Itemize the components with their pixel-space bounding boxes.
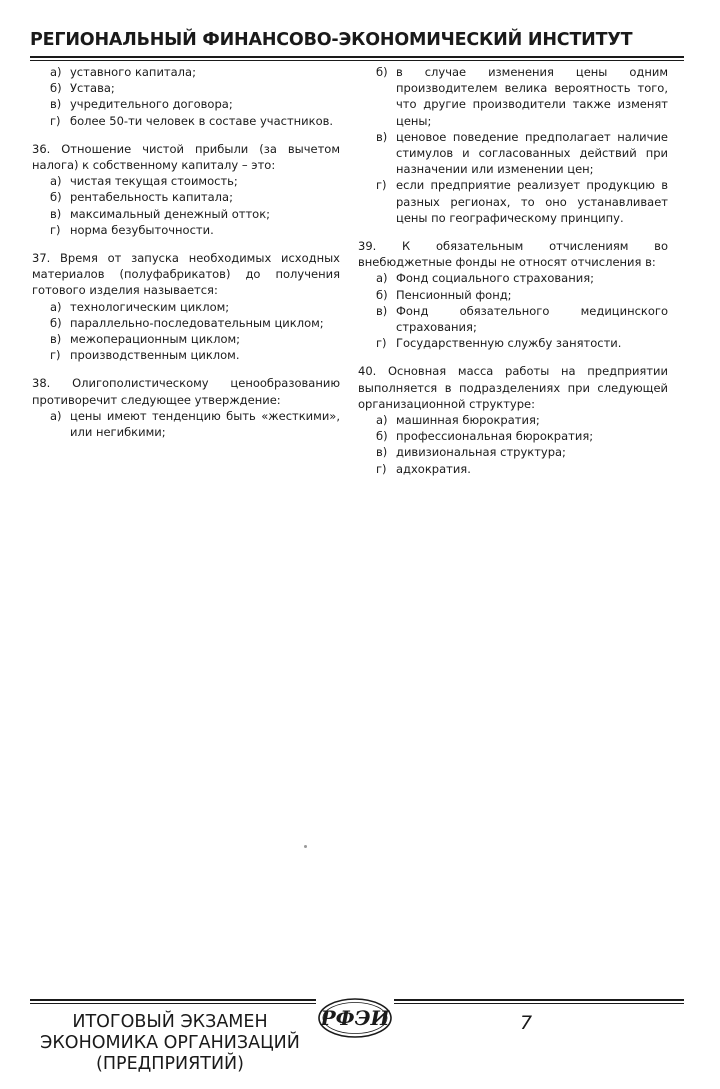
question-text: 38. Олигополистическому ценообразованию противоречит следующее утверждение: <box>32 376 340 407</box>
option: а) машинная бюрократия; <box>376 413 540 428</box>
option: г) адхократия. <box>376 461 471 476</box>
option: б) рентабельность капитала; <box>50 190 233 205</box>
question-text: 39. К обязательным отчислениям во внебюджетные фонды не относят отчисления в: <box>358 239 668 270</box>
option: в) Фонд обязательного медицинского страхования; <box>376 303 668 335</box>
option: в) максимальный денежный отток; <box>50 206 271 221</box>
logo-text: РФЭИ <box>320 1006 390 1030</box>
option: а) уставного капитала; <box>50 65 196 79</box>
question-37 <box>32 250 340 363</box>
option: в) дивизиональная структура; <box>376 445 566 460</box>
question-39 <box>358 238 668 351</box>
footer-title <box>40 1012 300 1075</box>
option: а) цены имеют тенденцию быть «жесткими», или негибкими; <box>50 408 340 440</box>
question-40 <box>358 363 668 476</box>
institute-logo-icon <box>316 996 394 1040</box>
option: в) учредительного договора; <box>50 97 233 112</box>
option: а) чистая текущая стоимость; <box>50 174 238 189</box>
header-rule <box>30 56 684 61</box>
option: г) если предприятие реализует продукцию в разных регионах, то оно устанавливает цены по географическому принципу. <box>376 178 668 225</box>
left-column <box>32 64 340 452</box>
option: б) в случае изменения цены одним производителем велика вероятность того, что другие производители также изменят цены; <box>376 65 668 128</box>
continued-options-left <box>32 64 340 129</box>
option: а) технологическим циклом; <box>50 299 230 314</box>
option: г) более 50-ти человек в составе участников. <box>50 113 334 128</box>
option: б) параллельно-последовательным циклом; <box>50 315 324 330</box>
footer-line-2: ЭКОНОМИКА ОРГАНИЗАЦИЙ <box>40 1033 300 1053</box>
page-number: 7 <box>520 1012 533 1034</box>
option: в) межоперационным циклом; <box>50 332 241 347</box>
option: г) Государственную службу занятости. <box>376 336 622 351</box>
question-text: 40. Основная масса работы на предприятии выполняется в подразделениях при следующей организационной структуре: <box>358 364 668 411</box>
footer-line-3: (ПРЕДПРИЯТИЙ) <box>96 1054 244 1074</box>
right-column <box>358 64 668 489</box>
question-text: 37. Время от запуска необходимых исходных материалов (полуфабрикатов) до получения готового изделия называется: <box>32 251 340 298</box>
option: в) ценовое поведение предполагает наличие стимулов и согласованных действий при назначении или изменении цен; <box>376 129 668 177</box>
option: а) Фонд социального страхования; <box>376 271 595 286</box>
scan-speck <box>304 845 307 848</box>
option: б) Пенсионный фонд; <box>376 287 512 302</box>
question-text: 36. Отношение чистой прибыли (за вычетом налога) к собственному капиталу – это: <box>32 141 340 173</box>
question-36 <box>32 141 340 238</box>
option: б) профессиональная бюрократия; <box>376 429 594 444</box>
option: г) норма безубыточности. <box>50 222 214 237</box>
footer-line-1: ИТОГОВЫЙ ЭКЗАМЕН <box>72 1012 268 1032</box>
page-header: РЕГИОНАЛЬНЫЙ ФИНАНСОВО-ЭКОНОМИЧЕСКИЙ ИНСТИТУТ <box>30 30 633 50</box>
option: г) производственным циклом. <box>50 348 240 363</box>
question-38 <box>32 375 340 440</box>
continued-options-right <box>358 64 668 226</box>
option: б) Устава; <box>50 81 115 96</box>
